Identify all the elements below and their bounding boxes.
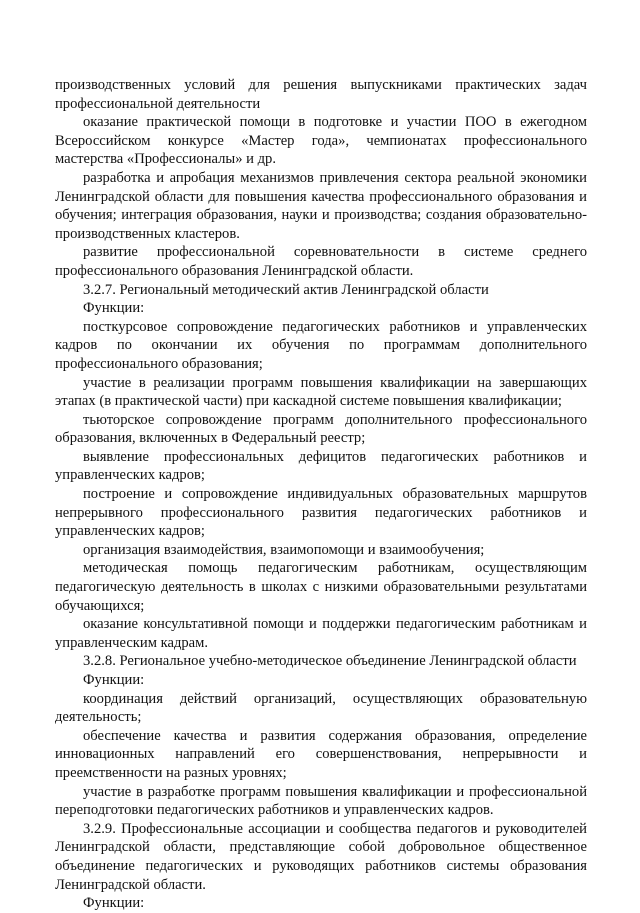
section-heading-3-2-7: 3.2.7. Региональный методический актив Ленинградской области: [83, 281, 489, 298]
paragraph-item: методическая помощь педагогическим работникам, осуществляющим педагогическую деятельность в школах с низкими образовательными результатами обучающихся;: [55, 560, 587, 614]
paragraph-item: организация взаимодействия, взаимопомощи и взаимообучения;: [83, 541, 485, 558]
paragraph-continuation: производственных условий для решения выпускниками практических задач профессиональной деятельности: [55, 77, 587, 112]
paragraph-item: участие в разработке программ повышения квалификации и профессиональной переподготовки педагогических работников и управленческих кадров.: [55, 783, 587, 819]
paragraph-item: оказание практической помощи в подготовке и участии ПОО в ежегодном Всероссийском конкурсе «Мастер года», чемпионатах профессионального мастерства «Профессионалы» и др.: [55, 114, 587, 168]
paragraph-item: посткурсовое сопровождение педагогических работников и управленческих кадров по окончании их обучения по программам дополнительного профессионального образования;: [55, 318, 587, 372]
functions-label: Функции:: [83, 895, 145, 912]
paragraph-item: обеспечение качества и развития содержания образования, определение инновационных направлений его совершенствования, непрерывности и преемственности на разных уровнях;: [55, 727, 587, 781]
section-heading-3-2-8: 3.2.8. Региональное учебно-методическое объединение Ленинградской области: [83, 653, 577, 670]
functions-label: Функции:: [83, 672, 145, 688]
paragraph-item: участие в реализации программ повышения квалификации на завершающих этапах (в практической части) при каскадной системе повышения квалификации;: [55, 374, 587, 410]
paragraph-item: развитие профессиональной соревновательности в системе среднего профессионального образования Ленинградской области.: [55, 244, 587, 279]
document-page: [55, 76, 587, 913]
paragraph-item: тьюторское сопровождение программ дополнительного профессионального образования, включенных в Федеральный реестр;: [55, 411, 587, 447]
functions-label: Функции:: [83, 300, 145, 317]
paragraph-item: оказание консультативной помощи и поддержки педагогическим работникам и управленческим кадрам.: [55, 616, 587, 651]
paragraph-item: координация действий организаций, осуществляющих образовательную деятельность;: [55, 690, 587, 726]
paragraph-item: разработка и апробация механизмов привлечения сектора реальной экономики Ленинградской области для повышения качества профессионального образования и обучения; интеграция образования, науки и производства; создания образовательно-производственных кластеров.: [55, 169, 587, 242]
paragraph-item: выявление профессиональных дефицитов педагогических работников и управленческих кадров;: [55, 448, 587, 484]
paragraph-item: построение и сопровождение индивидуальных образовательных маршрутов непрерывного профессионального развития педагогических работников и управленческих кадров;: [55, 486, 587, 540]
section-heading-3-2-9: 3.2.9. Профессиональные ассоциации и сообщества педагогов и руководителей Ленинградской области, представляющие собой добровольное общественное объединение педагогических и руководящих работников системы образования Ленинградской области.: [55, 820, 587, 893]
